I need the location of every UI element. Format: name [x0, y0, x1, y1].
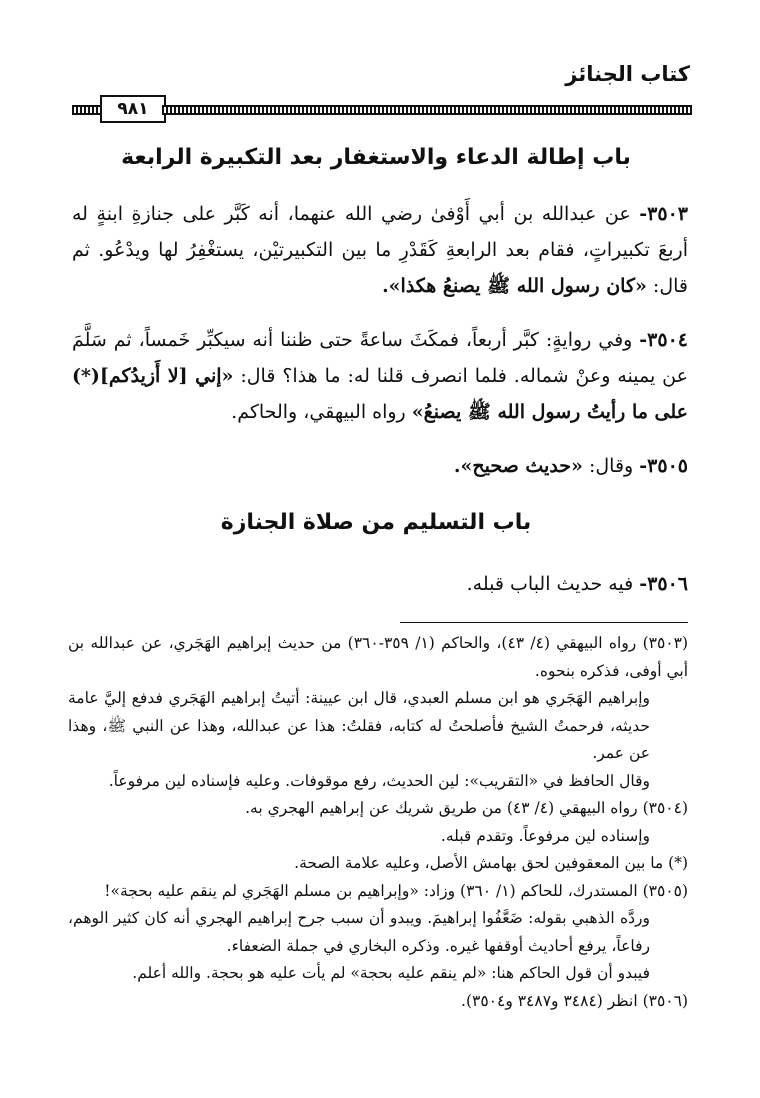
hadith-number: ٣٥٠٦-: [639, 573, 688, 595]
hadith-text: وقال:: [588, 455, 634, 477]
hadith-quote: «حديث صحيح».: [453, 455, 583, 477]
hadith-3506: [72, 566, 688, 602]
page-number: ٩٨١: [100, 95, 166, 123]
footnote-3504-grade: وإسناده لين مرفوعاً. وتقدم قبله.: [440, 826, 650, 845]
hadith-text: وفي روايةٍ: كبَّر أربعاً، فمكَثَ ساعةً حتى ظننا أنه سيكبِّر خَمساً، ثم سَلَّمَ عن يمينه وعنْ شماله. فلما انصرف قلنا له: ما هذا؟ قال:: [72, 329, 688, 387]
footnote-3506: (٣٥٠٦) انظر (٣٤٨٤ و٣٤٨٧ و٣٥٠٤).: [461, 991, 688, 1010]
hadith-number: ٣٥٠٤-: [639, 329, 688, 351]
hadith-number: ٣٥٠٣-: [639, 203, 688, 225]
footnote-3503-narrator: وإبراهيم الهَجَري هو ابن مسلم العبدي، قال ابن عيينة: أتيتُ إبراهيم الهَجَري فدفع إليَّ عامة حديثه، فرحمتُ الشيخ فأصلحتُ له كتابه، فقلتُ: هذا عن عبدالله، وهذا عن النبي ﷺ، وهذا عن عمر.: [68, 689, 650, 762]
chapter-heading-second: باب التسليم من صلاة الجنازة: [220, 510, 532, 535]
footnote-divider: [400, 622, 688, 623]
hadith-text: فيه حديث الباب قبله.: [466, 573, 634, 595]
hadith-3504: [72, 322, 688, 430]
running-title: كتاب الجنائز: [565, 62, 690, 86]
footnote-star: (*) ما بين المعقوفين لحق بهامش الأصل، وعليه علامة الصحة.: [294, 854, 688, 872]
hadith-3505: [72, 448, 688, 484]
footnote-3505-dhahabi: وردَّه الذهبي بقوله: ضَعَّفُوا إبراهيمَ. ويبدو أن سبب جرح إبراهيم الهجري أنه كان كثير الوهم، رفاعاً، يرفع أحاديث أوقفها غيره. وذكره البخاري في جملة الضعفاء.: [68, 909, 650, 955]
footnote-3504: (٣٥٠٤) رواه البيهقي (٤/ ٤٣) من طريق شريك عن إبراهيم الهجري به.: [245, 799, 688, 817]
hadith-quote: «كان رسول الله ﷺ يصنعُ هكذا».: [382, 275, 647, 297]
hadith-text: عن عبدالله بن أبي أَوْفىٰ رضي الله عنهما، أنه كَبَّر على جنازةِ ابنةٍ له أربعَ تكبيراتٍ، فقام بعد الرابعةِ كَقَدْرِ ما بين التكبيرتيْن، يستغْفِرُ لها ويدْعُو. ثم قال:: [72, 203, 688, 297]
footnote-3503-grade: وقال الحافظ في «التقريب»: لين الحديث، رفع موقوفات. وعليه فإسناده لين مرفوعاً.: [108, 771, 650, 790]
hadith-quote: «إني [لا أَزيدُكم](*) على ما رأيتُ رسول الله ﷺ يصنعُ»: [72, 365, 688, 423]
chapter-heading-first: باب إطالة الدعاء والاستغفار بعد التكبيرة الرابعة: [121, 145, 631, 170]
hadith-3503: [72, 196, 688, 304]
header-rule-left: [72, 105, 100, 115]
footnote-3505-conclusion: فيبدو أن قول الحاكم هنا: «لم ينقم عليه بحجة» لم يأت عليه هو بحجة. والله أعلم.: [132, 964, 650, 982]
footnotes: [68, 630, 688, 1015]
hadith-source: رواه البيهقي، والحاكم.: [231, 401, 406, 423]
footnote-3505: (٣٥٠٥) المستدرك، للحاكم (١/ ٣٦٠) وزاد: «وإبراهيم بن مسلم الهَجَري لم ينقم عليه بحجة»!: [104, 881, 688, 900]
footnote-3503: (٣٥٠٣) رواه البيهقي (٤/ ٤٣)، والحاكم (١/ ٣٥٩-٣٦٠) من حديث إبراهيم الهَجَري، عن عبدالله بن أبي أوفى، فذكره بنحوه.: [68, 634, 689, 680]
header-rule: [162, 105, 692, 115]
hadith-number: ٣٥٠٥-: [639, 455, 688, 477]
